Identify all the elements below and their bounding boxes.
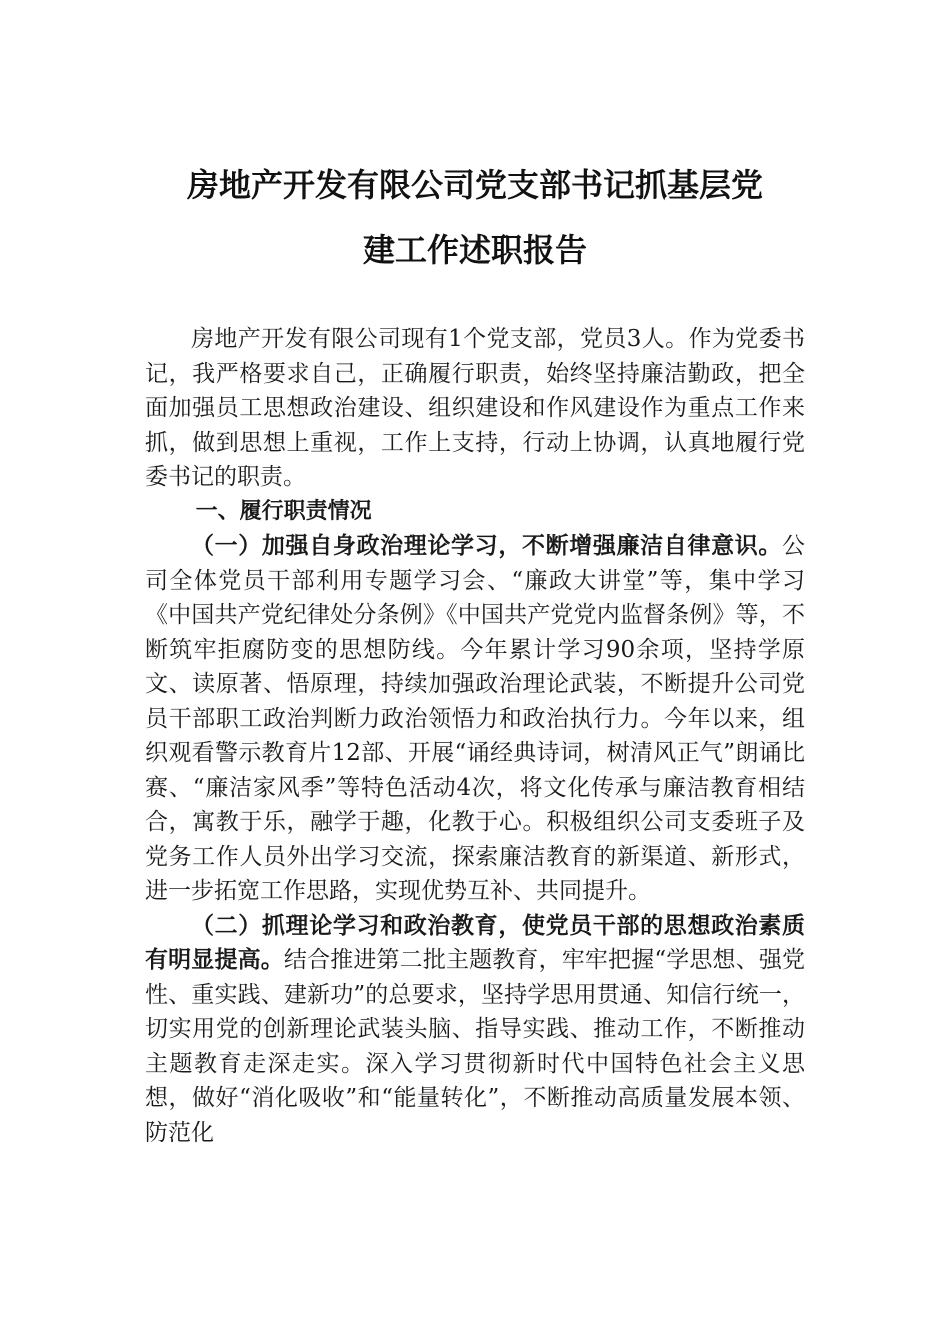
document-title-line-1: 房地产开发有限公司党支部书记抓基层党 — [186, 166, 763, 204]
item-2-title: （二）抓理论学习和政治教育，使党员干部的思想政治素质有明显提高。 — [145, 911, 805, 973]
item-2-body: 结合推进第二批主题教育，牢牢把握“学思想、强党性、重实践、建新功”的总要求，坚持学思用贯通、知信行统一，切实用党的创新理论武装头脑、指导实践、推动工作，不断推动主题教育走深走实。深入学习贯彻新时代中国特色社会主义思想，做好“消化吸收”和“能量转化”，不断推动高质量发展本领、防范化 — [145, 947, 806, 1146]
section-heading: 一、履行职责情况 — [195, 498, 372, 524]
document-body — [145, 322, 805, 1150]
item-1-body: 公司全体党员干部利用专题学习会、“廉政大讲堂”等，集中学习《中国共产党纪律处分条例》《中国共产党党内监督条例》等，不断筑牢拒腐防变的思想防线。今年累计学习90余项，坚持学原文、读原著、悟原理，持续加强政治理论武装，不断提升公司党员干部职工政治判断力政治领悟力和政治执行力。今年以来，组织观看警示教育片12部、开展“诵经典诗词，树清风正气”朗诵比赛、“廉洁家风季”等特色活动4次，将文化传承与廉洁教育相结合，寓教于乐，融学于趣，化教于心。积极组织公司支委班子及党务工作人员外出学习交流，探索廉洁教育的新渠道、新形式，进一步拓宽工作思路，实现优势互补、共同提升。 — [145, 533, 805, 904]
document-title-line-2: 建工作述职报告 — [362, 231, 587, 269]
item-2-paragraph — [145, 909, 805, 1151]
item-1-paragraph — [145, 529, 805, 909]
item-1-title: （一）加强自身政治理论学习，不断增强廉洁自律意识。 — [191, 532, 782, 559]
intro-paragraph: 房地产开发有限公司现有1个党支部，党员3人。作为党委书记，我严格要求自己，正确履行职责，始终坚持廉洁勤政，把全面加强员工思想政治建设、组织建设和作风建设作为重点工作来抓，做到思想上重视，工作上支持，行动上协调，认真地履行党委书记的职责。 — [145, 326, 805, 490]
